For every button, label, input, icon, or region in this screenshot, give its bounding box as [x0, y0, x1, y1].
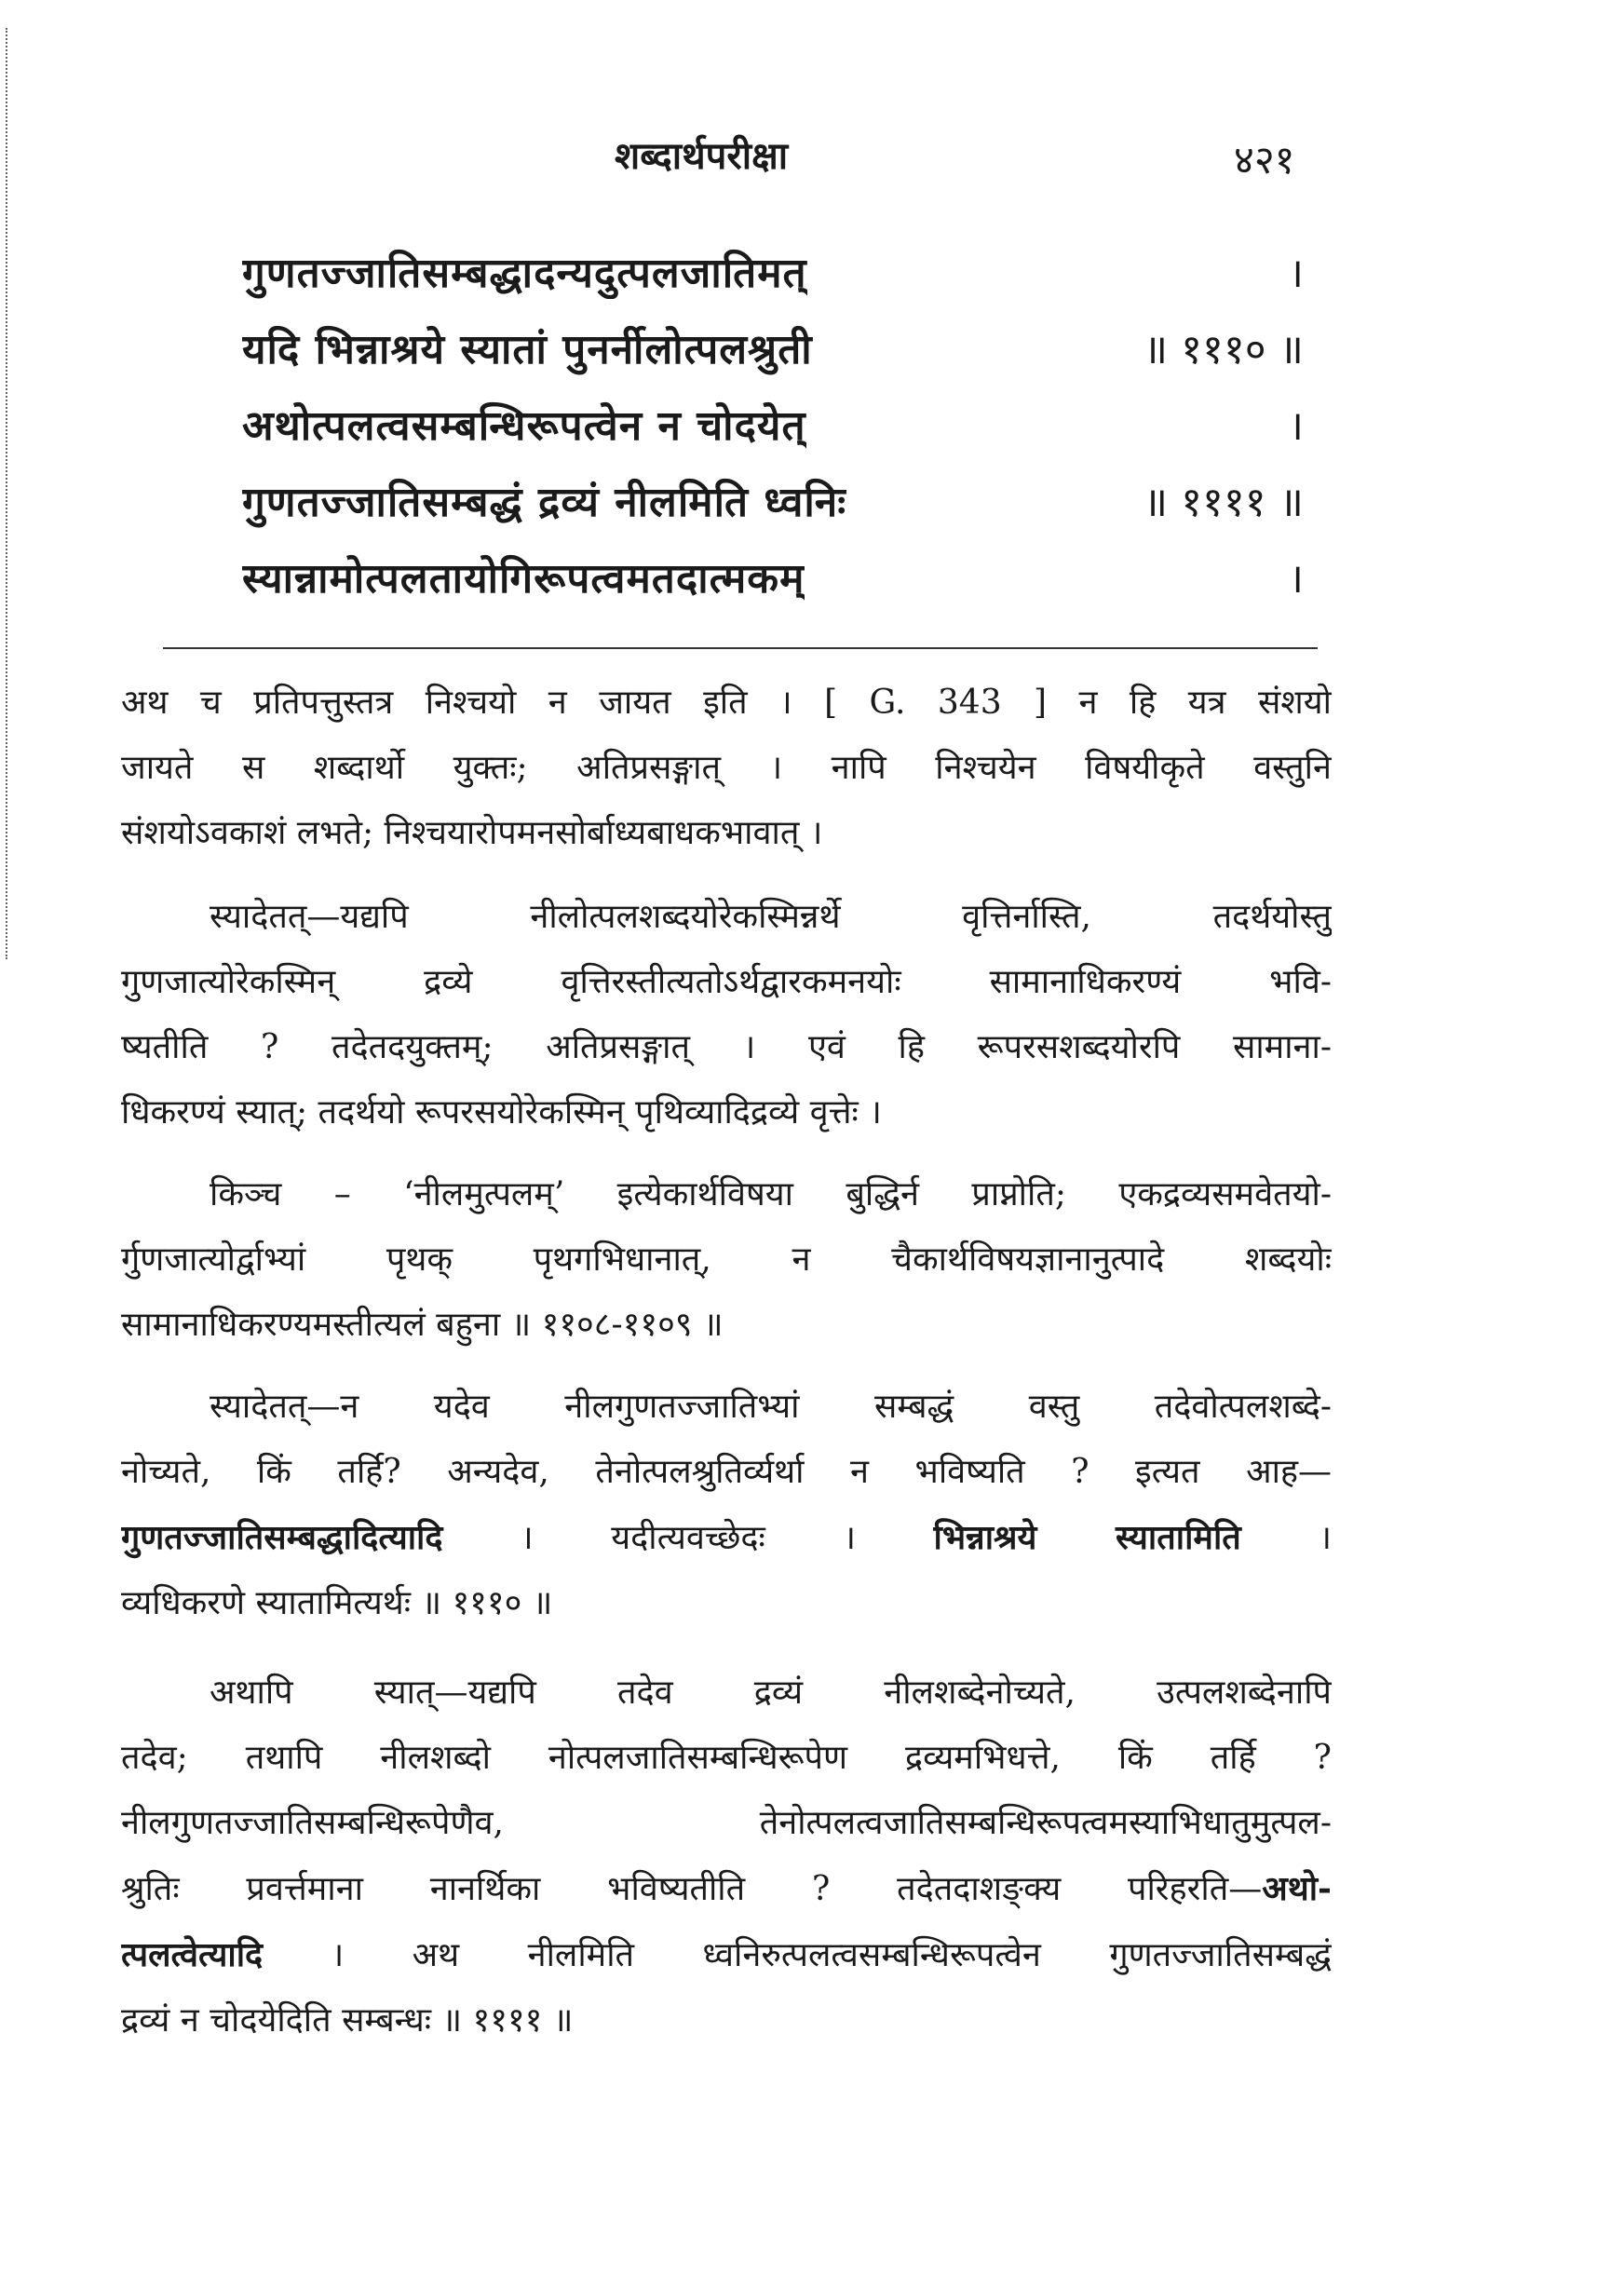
text-run: । [1240, 1519, 1332, 1557]
text-line: नोच्यते, किं तर्हि? अन्यदेव, तेनोत्पलश्रुतिर्व्यर्था न भविष्यति ? इत्यत आह— [121, 1453, 1332, 1491]
verse-line [242, 462, 1304, 538]
verse-mark: । [1288, 402, 1304, 450]
verse-line [242, 538, 1304, 615]
text-line: धिकरण्यं स्यात्; तदर्थयो रूपरसयोरेकस्मिन् पृथिव्यादिद्रव्ये वृत्तेः । [121, 1093, 882, 1132]
verse-line [242, 309, 1304, 386]
text-line: र्गुणजात्योर्द्वाभ्यां पृथक् पृथगभिधानात्, न चैकार्थविषयज्ञानानुत्पादे शब्दयोः [121, 1240, 1332, 1279]
running-title: शब्दार्थपरीक्षा [615, 134, 789, 178]
paragraph [121, 671, 1332, 866]
text-line: गुणजात्योरेकस्मिन् द्रव्ये वृत्तिरस्तीत्यतोऽर्थद्वारकमनयोः सामानाधिकरण्यं भवि- [121, 963, 1332, 1001]
verse-line [242, 386, 1304, 462]
verse-text: गुणतज्जातिसम्बद्धादन्यदुत्पलजातिमत् [242, 250, 807, 297]
verse-text: यदि भिन्नाश्रये स्यातां पुनर्नीलोत्पलश्रुती [242, 326, 813, 373]
verse-text: स्यान्नामोत्पलतायोगिरूपत्वमतदात्मकम् [242, 555, 805, 603]
text-line: किञ्च – ‘नीलमुत्पलम्’ इत्येकार्थविषया बुद्धिर्न प्राप्नोति; एकद्रव्यसमवेतयो- [210, 1175, 1332, 1213]
verse-mark: ॥ १११० ॥ [1143, 326, 1304, 373]
text-line [121, 1922, 1332, 1988]
text-line: स्यादेतत्—यद्यपि नीलोत्पलशब्दयोरेकस्मिन्नर्थे वृत्तिर्नास्ति, तदर्थयोस्तु [210, 898, 1332, 936]
text-line: ष्यतीति ? तदेतदयुक्तम्; अतिप्रसङ्गात् । एवं हि रूपरसशब्दयोरपि सामाना- [121, 1028, 1332, 1066]
text-line: सामानाधिकरण्यमस्तीत्यलं बहुना ॥ ११०८-११०९ ॥ [121, 1306, 724, 1344]
lemma-bold: गुणतज्जातिसम्बद्धादित्यादि [121, 1518, 443, 1557]
paragraph [121, 885, 1332, 1145]
text-line: द्रव्यं न चोदयेदिति सम्बन्धः ॥ ११११ ॥ [121, 2001, 574, 2040]
text-run: । यदीत्यवच्छेदः । [442, 1519, 934, 1557]
verse-block [242, 233, 1304, 615]
text-line: संशयोऽवकाशं लभते; निश्चयारोपमनसोर्बाध्यबाधकभावात् । [121, 814, 823, 852]
text-line: अथापि स्यात्—यद्यपि तदेव द्रव्यं नीलशब्देनोच्यते, उत्पलशब्देनापि [210, 1674, 1332, 1712]
verse-text: गुणतज्जातिसम्बद्धं द्रव्यं नीलमिति ध्वनिः [242, 479, 847, 526]
section-divider [163, 647, 1318, 649]
verse-text: अथोत्पलत्वसम्बन्धिरूपत्वेन न चोदयेत् [242, 402, 806, 450]
verse-line [242, 233, 1304, 309]
lemma-bold: भिन्नाश्रये स्यातामिति [933, 1518, 1241, 1557]
text-run: श्रुतिः प्रवर्त्तमाना नानर्थिका भविष्यतीति ? तदेतदाशङ्क्य परिहरति— [121, 1870, 1263, 1908]
text-line: जायते स शब्दार्थो युक्तः; अतिप्रसङ्गात् । नापि निश्चयेन विषयीकृते वस्तुनि [121, 749, 1332, 787]
text-line: स्यादेतत्—न यदेव नीलगुणतज्जातिभ्यां सम्बद्धं वस्तु तदेवोत्पलशब्दे- [210, 1388, 1332, 1426]
paragraph [121, 1162, 1332, 1358]
verse-mark: । [1288, 555, 1304, 603]
lemma-bold: अथो- [1262, 1869, 1332, 1908]
text-line: अथ च प्रतिपत्तुस्तत्र निश्चयो न जायत इति । [ G. 343 ] न हि यत्र संशयो [121, 684, 1332, 722]
text-line: व्यधिकरणे स्यातामित्यर्थः ॥ १११० ॥ [121, 1584, 553, 1622]
paragraph [121, 1660, 1332, 2053]
verse-mark: ॥ ११११ ॥ [1143, 479, 1304, 526]
paragraph [121, 1375, 1332, 1636]
page-header [0, 129, 1624, 184]
page-number: ४२१ [1234, 137, 1295, 183]
commentary [121, 671, 1332, 2070]
text-line [121, 1856, 1332, 1922]
text-run: । अथ नीलमिति ध्वनिरुत्पलत्वसम्बन्धिरूपत्वेन गुणतज्जातिसम्बद्धं [263, 1936, 1332, 1974]
text-line [121, 1505, 1332, 1571]
lemma-bold: त्पलत्वेत्यादि [121, 1935, 264, 1974]
verse-mark: । [1288, 250, 1304, 297]
text-line: तदेव; तथापि नीलशब्दो नोत्पलजातिसम्बन्धिरूपेण द्रव्यमभिधत्ते, किं तर्हि ? [121, 1739, 1332, 1777]
text-line: नीलगुणतज्जातिसम्बन्धिरूपेणैव, तेनोत्पलत्वजातिसम्बन्धिरूपत्वमस्याभिधातुमुत्पल- [121, 1804, 1332, 1842]
